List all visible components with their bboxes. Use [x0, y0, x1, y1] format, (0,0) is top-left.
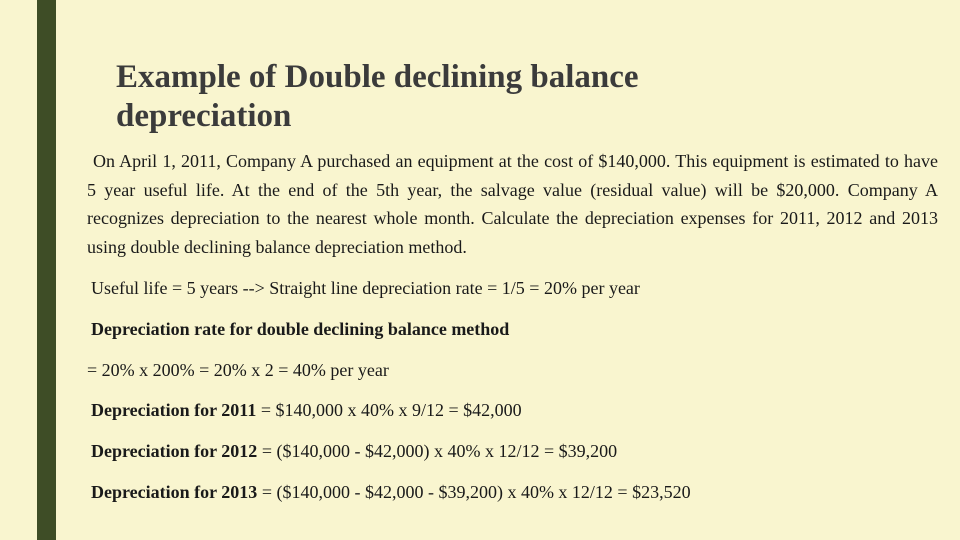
slide-title	[116, 58, 816, 136]
decorative-side-bar	[37, 0, 56, 540]
depreciation-2012-label: Depreciation for 2012	[91, 441, 258, 461]
ddb-rate-label-text: Depreciation rate for double declining balance method	[91, 319, 510, 339]
depreciation-2013-label: Depreciation for 2013	[91, 482, 258, 502]
title-line-2: depreciation	[116, 98, 292, 134]
title-line-1: Example of Double declining balance	[116, 59, 639, 95]
ddb-rate-label	[91, 318, 509, 340]
depreciation-2012-line	[91, 440, 617, 462]
useful-life-line: Useful life = 5 years --> Straight line depreciation rate = 1/5 = 20% per year	[91, 278, 640, 298]
depreciation-2013-calc: = ($140,000 - $42,000 - $39,200) x 40% x 12/12 = $23,520	[257, 482, 691, 502]
depreciation-2013-line	[91, 481, 691, 503]
ddb-rate-calculation: = 20% x 200% = 20% x 2 = 40% per year	[87, 360, 389, 380]
problem-statement: On April 1, 2011, Company A purchased an equipment at the cost of $140,000. This equipment is estimated to have 5 year useful life. At the end of the 5th year, the salvage value (residual value) will be $20,000. Company A recognizes depreciation to the nearest whole month. Calculate the depreciation expenses for 2011, 2012 and 2013 using double declining balance depreciation method.	[87, 151, 938, 257]
depreciation-2011-calc: = $140,000 x 40% x 9/12 = $42,000	[256, 400, 522, 420]
depreciation-2011-line	[91, 399, 522, 421]
depreciation-2011-label: Depreciation for 2011	[91, 400, 257, 420]
depreciation-2012-calc: = ($140,000 - $42,000) x 40% x 12/12 = $39,200	[257, 441, 618, 461]
